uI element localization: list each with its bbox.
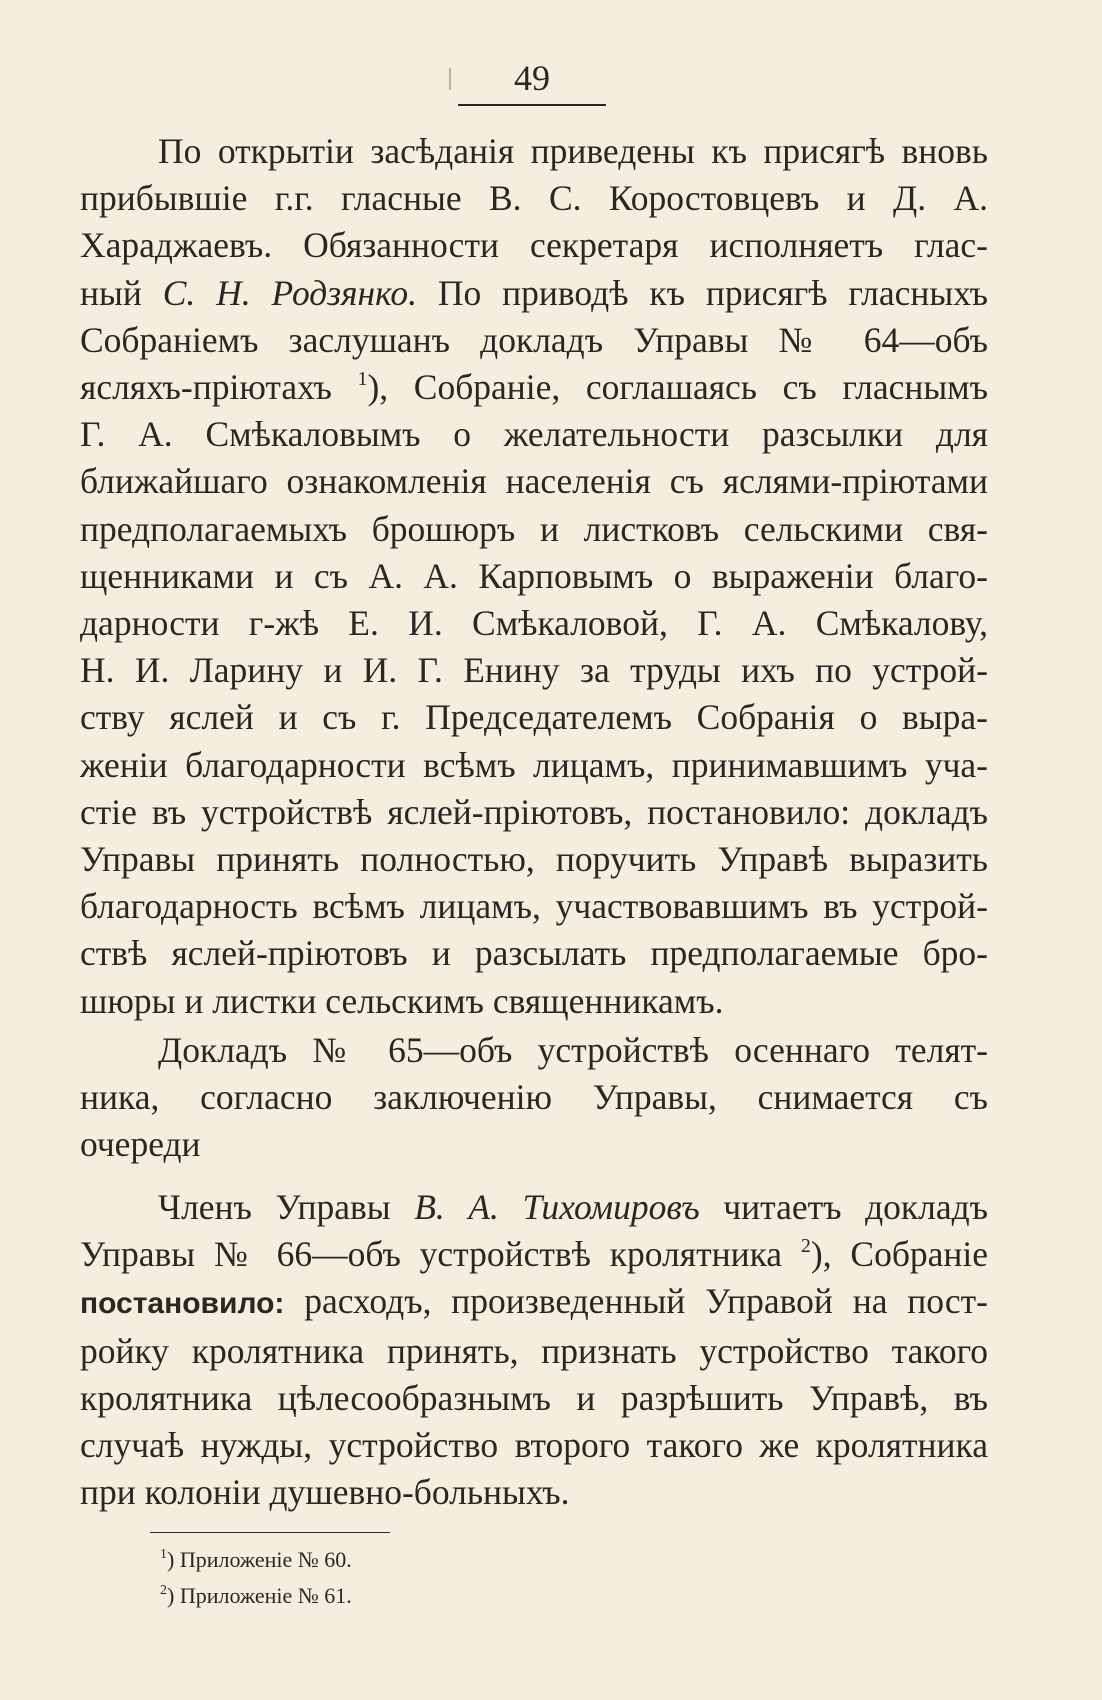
text-line: дарности г-жѣ Е. И. Смѣкаловой, Г. А. Смѣкалову, [80,603,988,644]
text-line: ника, согласно заключенію Управы, снимается съ [80,1077,988,1118]
footnote [160,1578,352,1614]
text-fragment: читаетъ докладъ [723,1187,989,1227]
text-line: Г. А. Смѣкаловымъ о желательности разсылки для [80,414,988,455]
footnote-text: ) Приложеніе № 60. [167,1547,352,1572]
text-line: Докладъ № 65—объ устройствѣ осеннаго телят- [158,1030,988,1070]
text-line [80,270,988,317]
text-line: ройку кролятника принять, признать устройство такого [80,1330,988,1371]
footnote-ref: 2 [800,1235,811,1258]
text-line: Собраніемъ заслушанъ докладъ Управы № 64—объ [80,319,988,360]
text-fragment: ясляхъ-пріютахъ [80,367,332,408]
text-line: благодарность всѣмъ лицамъ, участвовавшимъ въ устрой- [80,886,988,927]
text-line: Управы принять полностью, поручить Управѣ выразить [80,839,988,880]
text-line: стіе въ устройствѣ яслей-пріютовъ, постановило: докладъ [80,791,988,832]
text-line [80,1278,988,1327]
person-name: В. А. Тихомировъ [414,1187,700,1227]
text-line: Н. И. Ларину и И. Г. Енину за труды ихъ по устрой- [80,650,988,691]
text-line: женіи благодарности всѣмъ лицамъ, принимавшимъ уча- [80,744,988,785]
text-line: По открытіи засѣданія приведены къ присягѣ вновь [158,131,988,171]
text-line: ствѣ яслей-пріютовъ и разсылать предполагаемые бро- [80,933,988,974]
footnote [160,1542,352,1578]
footnotes [160,1542,352,1614]
footnote-mark: 2 [160,1583,167,1598]
text-fragment: ), Собраніе [810,1234,989,1275]
text-line: прибывшіе г.г. гласные В. С. Коростовцевъ и Д. А. [80,178,988,219]
text-line [80,1231,988,1278]
paragraph-2 [80,1027,988,1169]
footnote-mark: 1 [160,1547,167,1562]
footnote-text: ) Приложеніе № 61. [167,1583,352,1608]
text-line [80,364,988,411]
text-line [80,1184,988,1231]
text-line: очереди [80,1124,201,1165]
text-line: ству яслей и съ г. Председателемъ Собранія о выра- [80,697,988,738]
paragraph-3 [80,1184,988,1516]
text-line: ближайшаго ознакомленія населенія съ яслями-пріютами [80,461,988,502]
text-fragment: расходъ, произведенный Управой на пост- [304,1281,988,1322]
paragraph-1 [80,128,988,1025]
scan-mark [449,68,451,90]
person-name: С. Н. Родзянко. [162,272,418,313]
text-line: при колоніи душевно-больныхъ. [80,1472,570,1513]
text-fragment: ), Собраніе, соглашаясь съ гласнымъ [367,367,989,408]
text-line: кролятника цѣлесообразнымъ и разрѣшить Управѣ, въ [80,1377,988,1418]
text-line: предполагаемыхъ брошюръ и листковъ сельскими свя- [80,508,988,549]
text-line: щенниками и съ А. А. Карповымъ о выраженіи благо- [80,555,988,596]
text-line: Хараджаевъ. Обязанности секретаря исполняетъ глас- [80,225,988,266]
text-fragment: ный [80,272,142,313]
footnote-divider [150,1532,390,1533]
page-number: 49 [458,52,606,106]
text-fragment: Управы № 66—объ устройствѣ кролятника [80,1234,783,1275]
text-line: случаѣ нужды, устройство второго такого же кролятника [80,1425,988,1466]
text-line: шюры и листки сельскимъ священникамъ. [80,980,724,1021]
resolution-keyword: постановило: [80,1287,285,1321]
text-fragment: По приводѣ къ присягѣ гласныхъ [437,272,988,313]
footnote-ref: 1 [357,368,368,391]
text-fragment: Членъ Управы [158,1187,391,1227]
